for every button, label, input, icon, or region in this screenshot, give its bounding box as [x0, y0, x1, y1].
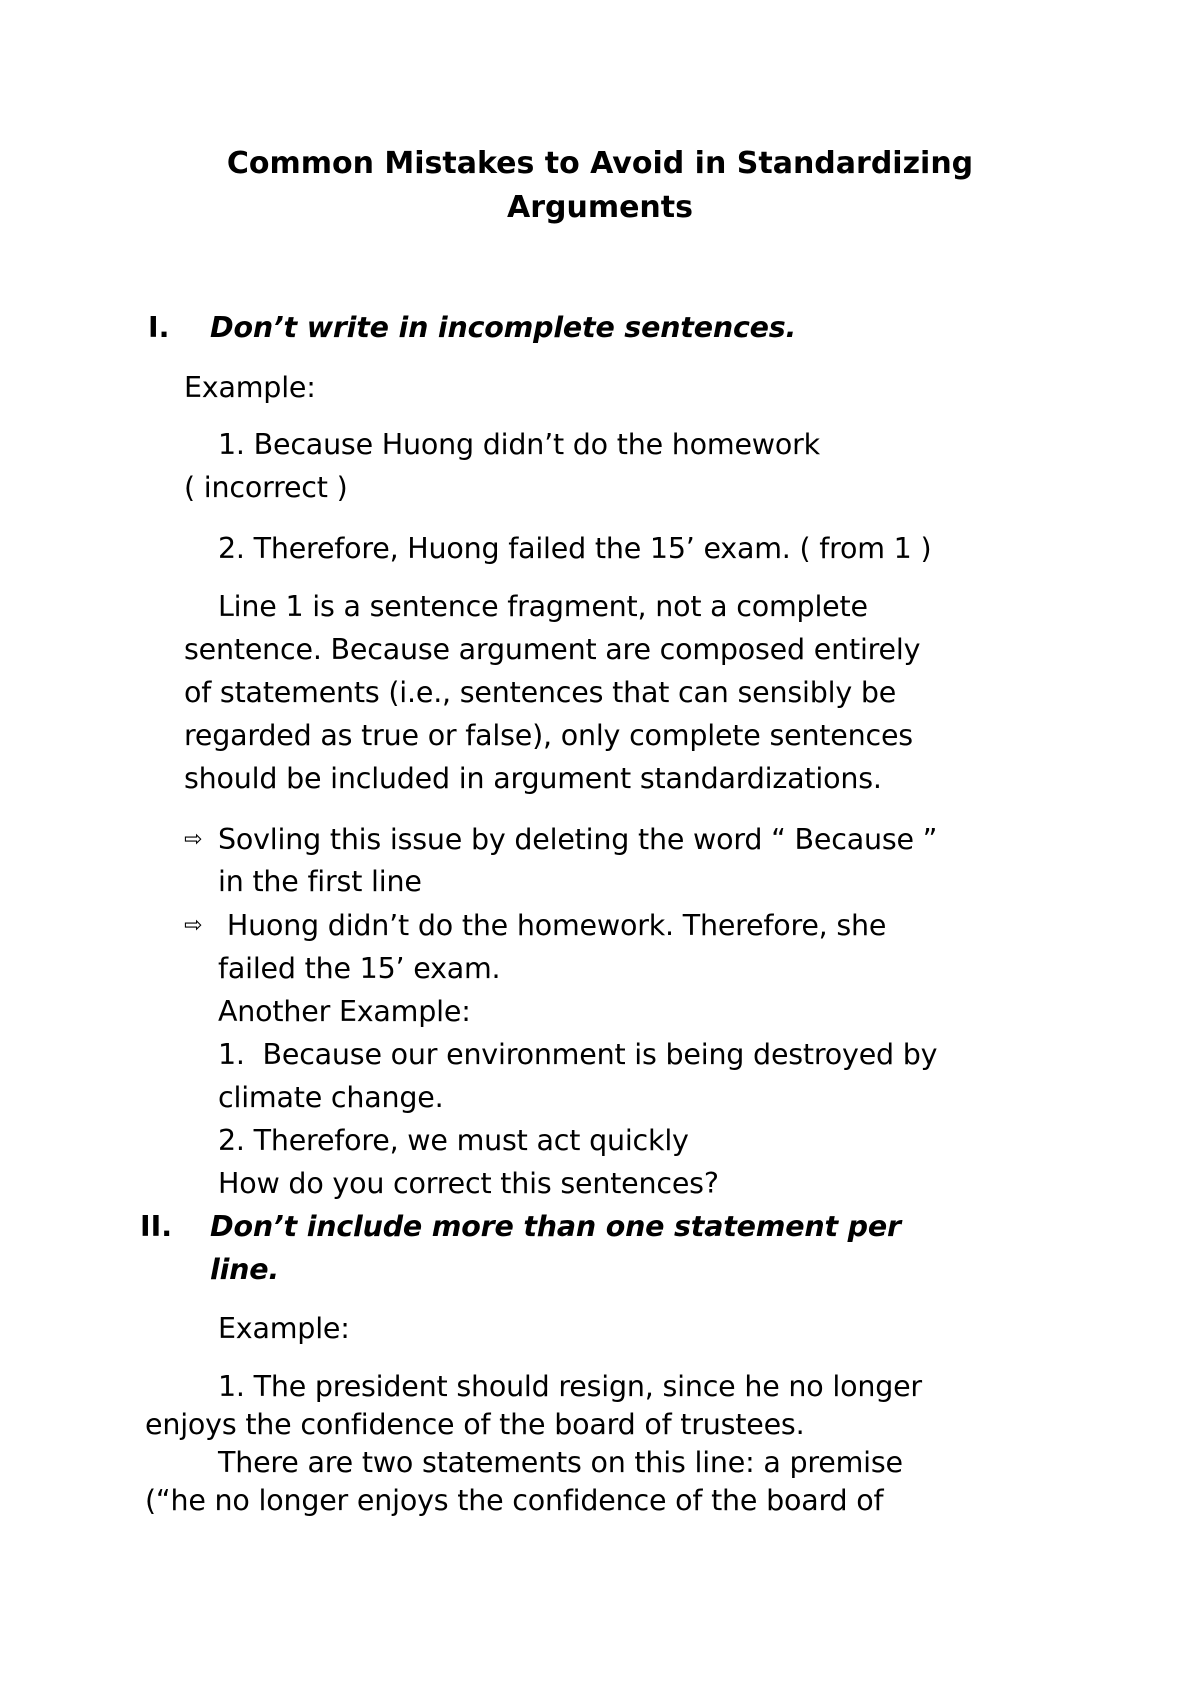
document-title-line-1: Common Mistakes to Avoid in Standardizing	[226, 146, 974, 181]
bullet-1-line-2: in the first line	[218, 865, 422, 898]
section-2-example-label: Example:	[218, 1312, 350, 1345]
section-1-example-line-2: 2. Therefore, Huong failed the 15’ exam. ( from 1 )	[218, 532, 932, 565]
section-2-example-line-2: enjoys the confidence of the board of trustees.	[145, 1408, 805, 1441]
section-2-example-line-1: 1. The president should resign, since he no longer	[218, 1370, 922, 1403]
section-1-explanation-line-4: regarded as true or false), only complete sentences	[184, 719, 913, 752]
section-2-heading-line-1: Don’t include more than one statement per	[210, 1210, 901, 1243]
another-example-line-1: 1. Because our environment is being destroyed by	[218, 1038, 938, 1071]
section-1-heading: Don’t write in incomplete sentences.	[210, 311, 797, 344]
section-2-explanation-line-2: (“he no longer enjoys the confidence of the board of	[145, 1484, 884, 1517]
another-example-line-2: climate change.	[218, 1081, 444, 1114]
section-2-explanation-line-1: There are two statements on this line: a premise	[218, 1446, 903, 1479]
bullet-1-line-1: Sovling this issue by deleting the word “ Because ”	[218, 823, 938, 856]
another-example-label: Another Example:	[218, 995, 471, 1028]
bullet-2-line-1: Huong didn’t do the homework. Therefore, she	[218, 909, 887, 942]
document-title-line-2: Arguments	[506, 190, 693, 225]
section-1-explanation-line-3: of statements (i.e., sentences that can sensibly be	[184, 676, 897, 709]
section-1-explanation-line-2: sentence. Because argument are composed entirely	[184, 633, 921, 666]
section-1-numeral: I.	[148, 311, 170, 344]
section-1-example-line-1: 1. Because Huong didn’t do the homework	[218, 428, 820, 461]
another-example-line-3: 2. Therefore, we must act quickly	[218, 1124, 689, 1157]
section-1-example-line-1-note: ( incorrect )	[184, 471, 348, 504]
section-2-heading-line-2: line.	[210, 1253, 279, 1286]
section-1-explanation-line-1: Line 1 is a sentence fragment, not a complete	[218, 590, 868, 623]
bullet-2-line-2: failed the 15’ exam.	[218, 952, 501, 985]
another-example-question: How do you correct this sentences?	[218, 1167, 719, 1200]
section-2-numeral: II.	[140, 1210, 173, 1243]
outline-right-arrow-icon: ⇨	[184, 827, 203, 852]
outline-right-arrow-icon: ⇨	[184, 913, 203, 938]
section-1-example-label: Example:	[184, 371, 316, 404]
section-1-explanation-line-5: should be included in argument standardizations.	[184, 762, 882, 795]
